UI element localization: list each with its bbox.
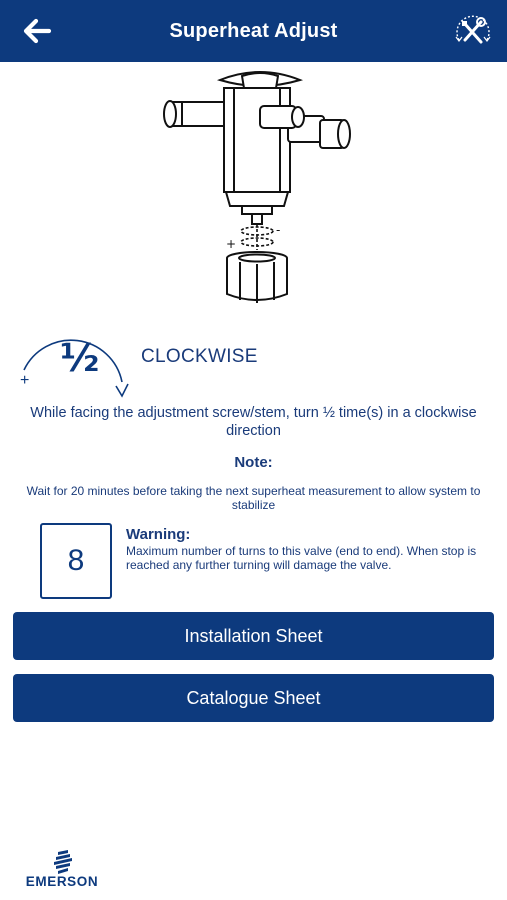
plus-label: +: [20, 372, 30, 389]
turns-fraction: ½: [60, 336, 100, 380]
installation-sheet-button[interactable]: Installation Sheet: [13, 612, 494, 660]
max-turns-value: 8: [67, 544, 85, 577]
max-turns-box: [40, 523, 112, 599]
arrow-left-icon: [20, 14, 54, 48]
catalogue-sheet-button[interactable]: Catalogue Sheet: [13, 674, 494, 722]
note-title: Note:: [234, 454, 273, 471]
instruction-text: While facing the adjustment screw/stem, turn ½ time(s) in a clockwise direction: [30, 405, 477, 439]
plus-sign: +: [226, 237, 237, 251]
emerson-logo-icon: [52, 850, 74, 874]
emerson-logo: [14, 850, 110, 890]
app-header: [0, 0, 507, 62]
page-title: Superheat Adjust: [169, 19, 338, 42]
tools-icon: [451, 10, 495, 54]
expansion-valve-icon: [160, 66, 360, 306]
turn-indicator: [18, 314, 488, 398]
brand-name: EMERSON: [25, 874, 99, 889]
note-text: Wait for 20 minutes before taking the next superheat measurement to allow system to stabilize: [26, 484, 481, 512]
tools-button[interactable]: [451, 10, 495, 54]
direction-label: CLOCKWISE: [141, 346, 258, 367]
warning-text: Maximum number of turns to this valve (end to end). When stop is reached any further turning will damage the valve.: [126, 544, 477, 572]
minus-sign: -: [276, 223, 281, 237]
back-button[interactable]: [20, 14, 54, 48]
warning-title: Warning:: [126, 526, 191, 543]
